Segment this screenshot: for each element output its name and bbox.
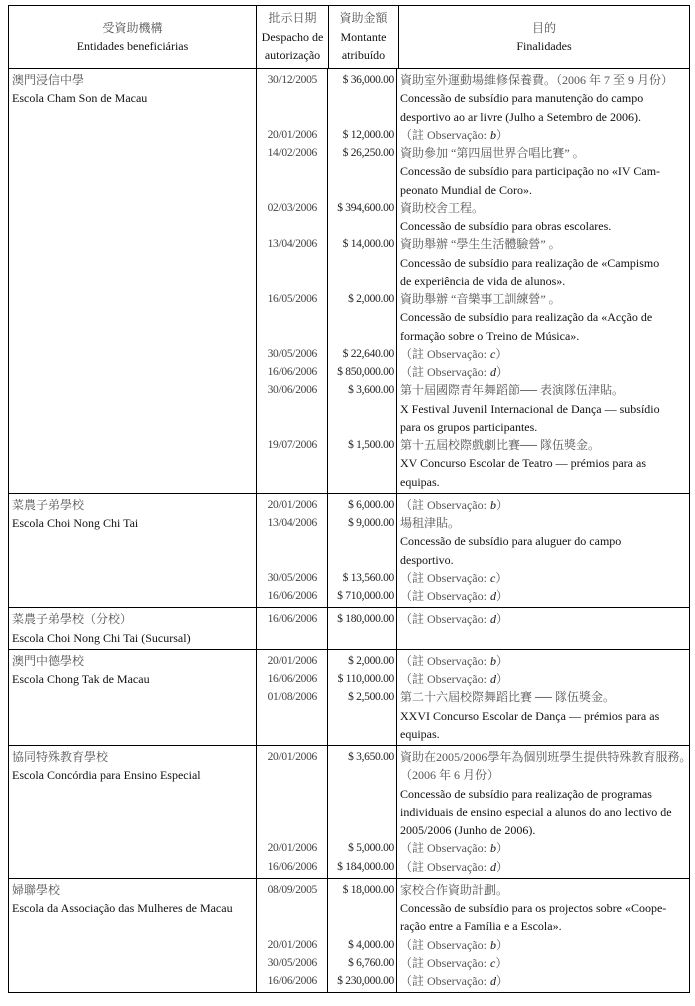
entity-name-zh: 婦聯學校	[12, 882, 61, 897]
amount: $ 6,000.00	[348, 498, 394, 511]
spacer	[257, 327, 317, 345]
approval-date: 20/01/2006	[267, 938, 317, 951]
note-suffix: ）	[495, 589, 508, 603]
amount: $ 6,760.00	[348, 956, 394, 969]
approval-date: 16/06/2006	[267, 590, 317, 602]
purpose-line: 第十屆國際青年舞蹈節── 表演隊伍津貼。	[400, 383, 625, 398]
note-letter: d	[489, 612, 496, 627]
purpose-cell	[396, 494, 689, 608]
amount: $ 9,000.00	[348, 517, 394, 529]
note-letter: c	[489, 570, 496, 585]
note-letter: d	[489, 365, 496, 379]
spacer	[328, 162, 394, 180]
entity-cell	[9, 879, 256, 993]
amount: $ 18,000.00	[342, 883, 394, 896]
header-date	[256, 6, 328, 68]
note-prefix: （註 Observação:	[400, 859, 490, 874]
amount: $ 184,000.00	[337, 860, 394, 873]
spacer	[257, 766, 317, 784]
table-row	[9, 494, 689, 609]
spacer	[328, 917, 394, 935]
purpose-line: Concessão de subsídio para participação no «IV Cam-	[400, 164, 661, 179]
amount: $ 3,600.00	[348, 384, 394, 397]
entity-cell	[9, 494, 256, 608]
spacer	[328, 217, 394, 235]
header-purpose-zh: 目的	[531, 20, 556, 35]
purpose-line: XV Concurso Escolar de Teatro — prémios para as	[400, 456, 646, 471]
note-suffix: ）	[495, 955, 508, 970]
amount-cell	[327, 746, 396, 878]
amount: $ 26,250.00	[342, 147, 394, 159]
entity-name-zh: 澳門浸信中學	[12, 73, 85, 87]
purpose-cell	[396, 650, 689, 745]
spacer	[328, 308, 394, 326]
purpose-line: individuais de ensino especial a alunos do ano lectivo de	[400, 804, 672, 819]
note-letter: c	[489, 346, 496, 361]
purpose-line: para os grupos participantes.	[400, 419, 538, 434]
purpose-line: equipas.	[400, 726, 440, 741]
purpose-line: 場租津貼。	[400, 516, 461, 530]
purpose-line: formação sobre o Treino de Música».	[400, 328, 580, 343]
note-suffix: ）	[495, 127, 508, 142]
spacer	[328, 766, 394, 784]
subsidy-table	[8, 5, 690, 993]
approval-date: 16/06/2006	[267, 613, 317, 626]
note-letter: b	[489, 127, 496, 142]
entity-cell	[9, 608, 256, 649]
observation-note	[400, 126, 689, 144]
approval-date: 13/04/2006	[267, 238, 317, 251]
note-prefix: （註 Observação:	[400, 841, 490, 856]
spacer	[257, 803, 317, 821]
date-cell	[256, 650, 327, 745]
header-purpose-pt: Finalidades	[516, 39, 572, 53]
spacer	[328, 899, 394, 917]
header-amount	[328, 6, 398, 68]
approval-date: 16/06/2006	[267, 975, 317, 987]
spacer	[257, 785, 317, 803]
approval-date: 30/05/2006	[267, 956, 317, 969]
note-suffix: ）	[495, 841, 508, 856]
amount: $ 5,000.00	[348, 842, 394, 855]
amount-cell	[327, 608, 396, 649]
amount: $ 12,000.00	[342, 128, 394, 141]
date-cell	[256, 494, 327, 608]
entity-name-zh: 協同特殊教育學校	[12, 750, 109, 764]
purpose-line: Concessão de subsídio para os projectos sobre «Coope-	[400, 901, 667, 915]
header-entities-zh: 受資助機構	[102, 20, 163, 35]
spacer	[257, 217, 317, 235]
date-cell	[256, 69, 327, 493]
observation-note	[400, 652, 689, 670]
entity-name-zh: 菜農子弟學校	[12, 497, 85, 512]
purpose-line: 資助在2005/2006學年為個別班學生提供特殊教育服務。	[400, 750, 692, 764]
spacer	[328, 418, 394, 436]
spacer	[257, 418, 317, 436]
purpose-line: 第二十六屆校際舞蹈比賽 ── 隊伍獎金。	[400, 690, 616, 705]
entity-name-zh: 澳門中德學校	[12, 653, 85, 668]
amount: $ 850,000.00	[337, 366, 394, 378]
spacer	[328, 532, 394, 550]
note-suffix: ）	[495, 672, 508, 686]
spacer	[328, 725, 394, 743]
spacer	[328, 327, 394, 345]
purpose-cell	[396, 746, 691, 878]
purpose-line: Concessão de subsídio para realização de programas	[400, 786, 652, 801]
note-suffix: ）	[495, 497, 508, 512]
spacer	[257, 917, 317, 935]
entity-name-pt: Escola Chong Tak de Macau	[12, 672, 150, 686]
approval-date: 02/03/2006	[267, 201, 317, 214]
spacer	[257, 108, 317, 126]
purpose-cell	[396, 608, 689, 649]
amount-cell	[327, 879, 396, 993]
amount: $ 180,000.00	[337, 613, 394, 626]
purpose-line: peonato Mundial de Coro».	[400, 182, 532, 197]
observation-note	[400, 670, 689, 688]
note-prefix: （註 Observação:	[400, 346, 490, 361]
approval-date: 16/06/2006	[267, 673, 317, 685]
note-letter: b	[489, 841, 496, 856]
approval-date: 30/12/2005	[267, 74, 317, 86]
purpose-line: Concessão de subsídio para aluguer do campo	[400, 534, 622, 549]
spacer	[257, 400, 317, 418]
note-suffix: ）	[495, 937, 508, 952]
purpose-line: 資助校舍工程。	[400, 200, 485, 215]
header-date-pt1: Despacho de	[261, 29, 324, 44]
spacer	[328, 108, 394, 126]
spacer	[328, 473, 394, 491]
approval-date: 14/02/2006	[267, 147, 317, 159]
amount: $ 1,500.00	[348, 439, 394, 451]
spacer	[257, 899, 317, 917]
header-amount-pt1: Montante	[340, 29, 387, 44]
observation-note	[400, 363, 689, 381]
spacer	[328, 400, 394, 418]
purpose-line: XXVI Concurso Escolar de Dança — prémios para as	[400, 708, 660, 723]
note-letter: b	[489, 653, 496, 668]
purpose-line: desportivo.	[400, 552, 454, 567]
spacer	[257, 532, 317, 550]
amount: $ 710,000.00	[337, 590, 394, 602]
spacer	[328, 254, 394, 272]
note-prefix: （註 Observação:	[400, 570, 490, 585]
amount: $ 14,000.00	[342, 238, 394, 251]
note-prefix: （註 Observação:	[400, 937, 490, 952]
purpose-line: 第十五屆校際戲劇比賽── 隊伍獎金。	[400, 438, 601, 452]
approval-date: 08/09/2005	[267, 883, 317, 896]
spacer	[328, 89, 394, 107]
entity-name-pt: Escola Cham Son de Macau	[12, 91, 148, 106]
purpose-line: de experiência de vida de alunos».	[400, 273, 566, 288]
purpose-line: 家校合作資助計劃。	[400, 882, 509, 897]
table-row	[9, 69, 689, 494]
observation-note	[400, 345, 689, 363]
header-date-zh: 批示日期	[268, 11, 317, 26]
entity-cell	[9, 746, 256, 878]
approval-date: 30/05/2006	[267, 347, 317, 360]
date-cell	[256, 879, 327, 993]
approval-date: 20/01/2006	[267, 751, 317, 763]
note-prefix: （註 Observação:	[400, 653, 490, 668]
header-entities	[9, 6, 256, 68]
amount: $ 3,650.00	[348, 751, 394, 763]
note-prefix: （註 Observação:	[400, 974, 490, 988]
spacer	[328, 454, 394, 472]
amount: $ 110,000.00	[337, 673, 394, 685]
approval-date: 30/06/2006	[267, 384, 317, 397]
table-body	[9, 69, 692, 993]
header-date-pt2: autorização	[264, 48, 321, 63]
spacer	[257, 821, 317, 839]
spacer	[257, 725, 317, 743]
approval-date: 20/01/2006	[267, 128, 317, 141]
entity-name-pt: Escola Concórdia para Ensino Especial	[12, 768, 201, 783]
purpose-cell	[396, 879, 689, 993]
observation-note	[400, 610, 689, 628]
purpose-line: ração entre a Família e a Escola».	[400, 919, 562, 934]
note-letter: d	[489, 672, 496, 686]
observation-note	[400, 858, 691, 876]
note-letter: d	[489, 589, 496, 603]
note-letter: c	[489, 955, 496, 970]
purpose-line: （2006 年 6 月份）	[400, 768, 500, 783]
observation-note	[400, 954, 689, 972]
amount: $ 2,000.00	[348, 293, 394, 305]
note-prefix: （註 Observação:	[400, 127, 490, 142]
note-suffix: ）	[495, 859, 508, 874]
amount: $ 2,000.00	[348, 654, 394, 667]
purpose-line: Concessão de subsídio para manutenção do campo	[400, 91, 644, 106]
spacer	[328, 821, 394, 839]
spacer	[257, 308, 317, 326]
amount: $ 2,500.00	[348, 691, 394, 704]
header-amount-zh: 資助金額	[339, 11, 388, 26]
approval-date: 16/06/2006	[267, 366, 317, 378]
note-prefix: （註 Observação:	[400, 589, 490, 603]
purpose-line: Concessão de subsídio para realização de «Campismo	[400, 255, 660, 270]
spacer	[257, 89, 317, 107]
note-prefix: （註 Observação:	[400, 955, 490, 970]
spacer	[328, 803, 394, 821]
approval-date: 16/06/2006	[267, 860, 317, 873]
entity-cell	[9, 650, 256, 745]
spacer	[257, 473, 317, 491]
spacer	[257, 181, 317, 199]
header-amount-pt2: atribuído	[341, 48, 386, 63]
note-suffix: ）	[495, 974, 508, 988]
purpose-cell	[396, 69, 689, 493]
note-letter: d	[489, 974, 496, 988]
approval-date: 19/07/2006	[267, 439, 317, 451]
entity-name-pt: Escola da Associação das Mulheres de Macau	[12, 901, 233, 915]
table-row	[9, 650, 689, 746]
table-header	[9, 6, 689, 69]
observation-note	[400, 587, 689, 605]
note-prefix: （註 Observação:	[400, 672, 490, 686]
purpose-line: equipas.	[400, 474, 440, 489]
amount-cell	[327, 494, 396, 608]
note-letter: b	[489, 497, 496, 512]
note-suffix: ）	[495, 570, 508, 585]
entity-cell	[9, 69, 256, 493]
date-cell	[256, 746, 327, 878]
table-row	[9, 608, 689, 650]
amount: $ 394,600.00	[337, 201, 394, 214]
entity-name-zh: 菜農子弟學校（分校）	[12, 612, 133, 627]
approval-date: 20/01/2006	[267, 498, 317, 511]
purpose-line: 資助舉辦 “學生生活體驗營” 。	[400, 237, 561, 252]
approval-date: 01/08/2006	[267, 691, 317, 704]
observation-note	[400, 569, 689, 587]
purpose-line: 資助舉辦 “音樂事工訓練營” 。	[400, 292, 561, 306]
note-suffix: ）	[495, 612, 508, 627]
observation-note	[400, 839, 691, 857]
note-suffix: ）	[495, 346, 508, 361]
note-prefix: （註 Observação:	[400, 365, 490, 379]
date-cell	[256, 608, 327, 649]
purpose-line: desportivo ao ar livre (Julho a Setembro de 2006).	[400, 109, 641, 124]
spacer	[257, 551, 317, 569]
note-suffix: ）	[495, 653, 508, 668]
note-prefix: （註 Observação:	[400, 497, 490, 512]
entity-name-pt: Escola Choi Nong Chi Tai (Sucursal)	[12, 630, 191, 645]
spacer	[328, 785, 394, 803]
observation-note	[400, 496, 689, 514]
spacer	[257, 272, 317, 290]
purpose-line: Concessão de subsídio para obras escolares.	[400, 219, 612, 233]
approval-date: 30/05/2006	[267, 571, 317, 584]
amount: $ 4,000.00	[348, 938, 394, 951]
amount: $ 230,000.00	[337, 975, 394, 987]
header-purpose	[398, 6, 689, 68]
approval-date: 20/01/2006	[267, 654, 317, 667]
spacer	[328, 551, 394, 569]
spacer	[257, 707, 317, 725]
purpose-line: 2005/2006 (Junho de 2006).	[400, 823, 536, 837]
note-letter: d	[489, 859, 496, 874]
approval-date: 16/05/2006	[267, 293, 317, 305]
amount: $ 36,000.00	[342, 74, 394, 86]
amount-cell	[327, 650, 396, 745]
table-row	[9, 879, 689, 994]
observation-note	[400, 936, 689, 954]
amount: $ 22,640.00	[342, 347, 394, 360]
table-row	[9, 746, 692, 879]
spacer	[257, 254, 317, 272]
spacer	[328, 272, 394, 290]
header-entities-pt: Entidades beneficiárias	[76, 39, 189, 53]
amount: $ 13,560.00	[342, 571, 394, 584]
spacer	[328, 707, 394, 725]
purpose-line: 資助室外運動場維修保養費。（2006 年 7 至 9 月份）	[400, 73, 674, 87]
observation-note	[400, 972, 689, 990]
spacer	[328, 181, 394, 199]
purpose-line: Concessão de subsídio para realização da «Acção de	[400, 310, 653, 325]
approval-date: 13/04/2006	[267, 517, 317, 529]
entity-name-pt: Escola Choi Nong Chi Tai	[12, 516, 139, 530]
approval-date: 20/01/2006	[267, 842, 317, 855]
note-suffix: ）	[495, 365, 508, 379]
spacer	[257, 454, 317, 472]
purpose-line: 資助參加 “第四屆世界合唱比賽” 。	[400, 146, 585, 160]
note-prefix: （註 Observação:	[400, 612, 490, 627]
note-letter: b	[489, 937, 496, 952]
amount-cell	[327, 69, 396, 493]
purpose-line: X Festival Juvenil Internacional de Dança — subsídio	[400, 401, 660, 416]
spacer	[257, 162, 317, 180]
